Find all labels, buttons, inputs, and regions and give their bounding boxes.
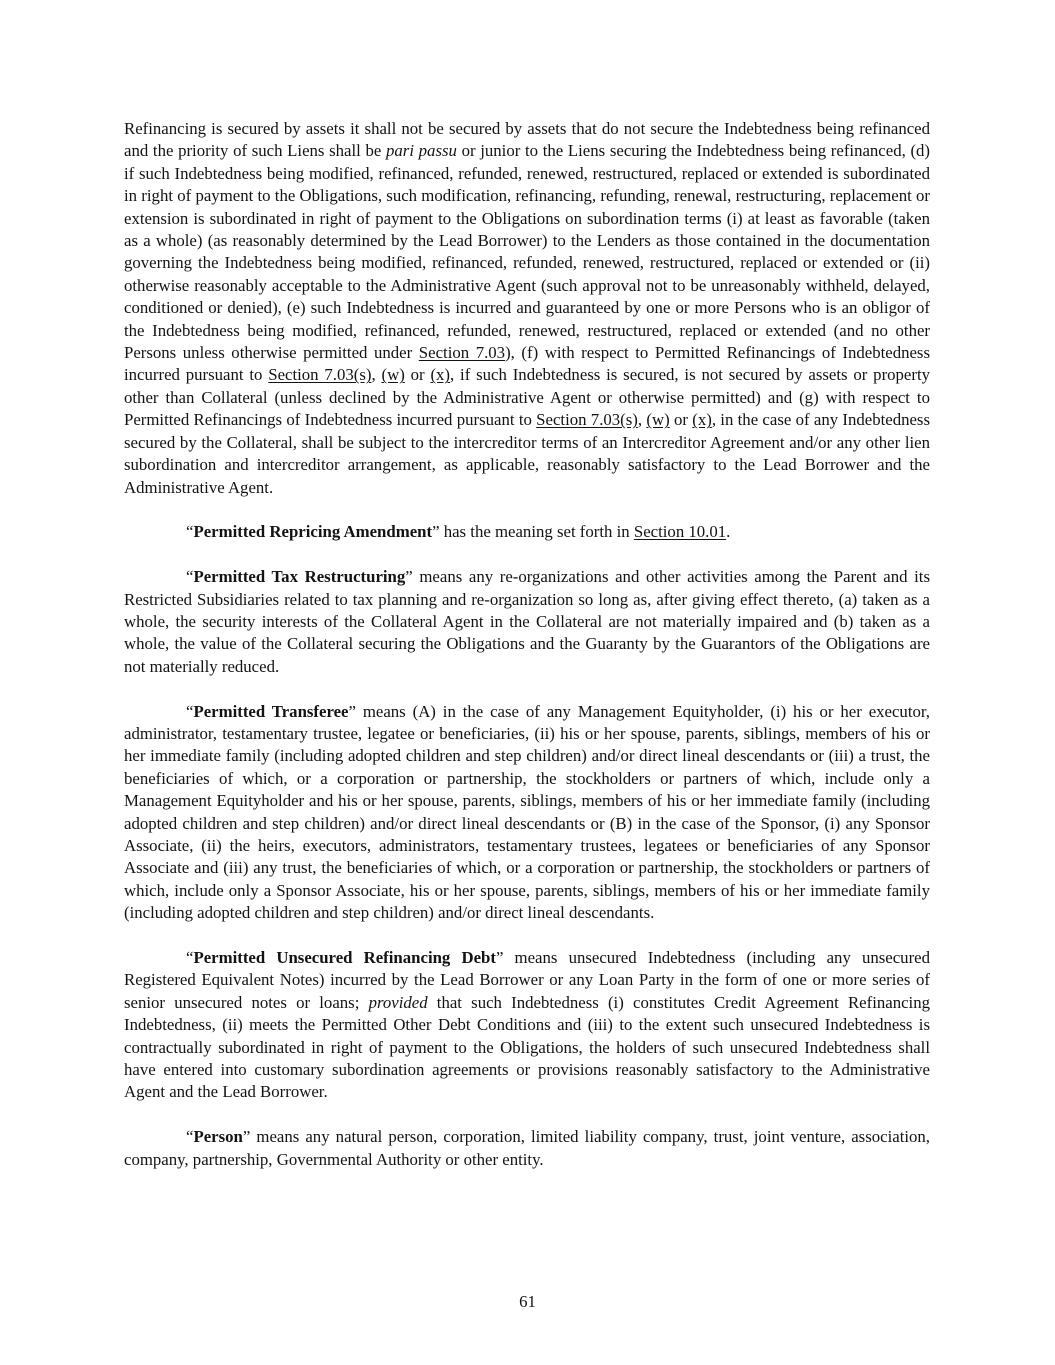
definition-permitted-transferee [124,701,930,925]
text-segment: ” means any natural person, corporation, limited liability company, trust, joint venture, association, company, partnership, Governmental Authority or other entity. [124,1127,930,1169]
text-segment: “ [186,522,194,542]
italic-term-pari-passu: pari passu [386,141,457,161]
defined-term: Permitted Tax Restructuring [193,567,406,587]
text-segment: ), (f) with respect to Permitted Refinancings of Indebtedness incurred pursuant to [124,343,930,385]
defined-term: Permitted Repricing Amendment [193,522,433,542]
section-reference: (x) [430,365,451,385]
definition-permitted-repricing-amendment [124,521,930,543]
text-segment: “ [186,567,194,587]
page-number: 61 [519,1291,536,1311]
text-segment: , [371,365,382,385]
defined-term: Permitted Unsecured Refinancing Debt [193,947,496,967]
text-segment: ” means unsecured Indebtedness (including any unsecured Registered Equivalent Notes) incurred by the Lead Borrower or any Loan Party in the form of one or more series of senior unsecured notes or loans; [124,947,930,1012]
text-segment: that such Indebtedness (i) constitutes Credit Agreement Refinancing Indebtedness, (ii) meets the Permitted Other Debt Conditions and (iii) to the extent such unsecured Indebtedness is contractually subordinated in right of payment to the Obligations, the holders of such unsecured Indebtedness shall have entered into customary subordination agreements or provisions reasonably satisfactory to the Administrative Agent and the Lead Borrower. [124,992,930,1102]
text-segment: Refinancing is secured by assets it shall not be secured by assets that do not secure the Indebtedness being refinanced and the priority of such Liens shall be [124,119,930,161]
section-reference: (x) [692,410,712,430]
italic-term-provided: provided [368,992,428,1012]
text-segment: ” means any re-organizations and other activities among the Parent and its Restricted Subsidiaries related to tax planning and re-organization so long as, after giving effect thereto, (a) taken as a whole, the security interests of the Collateral Agent in the Collateral are not materially impaired and (b) taken as a whole, the value of the Collateral securing the Obligations and the Guaranty by the Guarantors of the Obligations are not materially reduced. [124,567,930,676]
section-reference: Section 7.03(s) [536,410,638,430]
section-reference: Section 10.01 [633,522,727,542]
text-segment: or junior to the Liens securing the Indebtedness being refinanced, (d) if such Indebtedness being modified, refinanced, refunded, renewed, restructured, replaced or extended is subordinated in right of payment to the Obligations, such modification, refinancing, refunding, renewal, restructuring, replacement or extension is subordinated in right of payment to the Obligations on subordination terms (i) at least as favorable (taken as a whole) (as reasonably determined by the Lead Borrower) to the Lenders as those contained in the documentation governing the Indebtedness being modified, refinanced, refunded, renewed, restructured, replaced or extended or (ii) otherwise reasonably acceptable to the Administrative Agent (such approval not to be unreasonably withheld, delayed, conditioned or denied), (e) such Indebtedness is incurred and guaranteed by one or more Persons who is an obligor of the Indebtedness being modified, refinanced, refunded, renewed, restructured, replaced or extended (and no other Persons unless otherwise permitted under [124,141,931,363]
section-reference: (w) [646,410,670,430]
section-reference: Section 7.03(s) [268,365,372,385]
text-segment: or [669,410,693,430]
text-segment: “ [186,947,194,967]
paragraph-refinancing-continuation [124,118,930,499]
section-reference: Section 7.03 [418,343,506,363]
definition-permitted-tax-restructuring [124,566,930,678]
section-reference: (w) [381,365,405,385]
text-segment: “ [186,701,194,721]
text-segment: or [404,365,431,385]
text-segment: , [637,410,647,430]
text-segment: ” means (A) in the case of any Management Equityholder, (i) his or her executor, administrator, testamentary trustee, legatee or beneficiaries, (ii) his or her spouse, parents, siblings, members of his or her immediate family (including adopted children and step children) and/or direct lineal descendants or (iii) a trust, the beneficiaries of which, or a corporation or partnership, the stockholders or partners of which, include only a Management Equityholder and his or her spouse, parents, siblings, members of his or her immediate family (including adopted children and step children) and/or direct lineal descendants or (B) in the case of the Sponsor, (i) any Sponsor Associate, (ii) the heirs, executors, administrators, testamentary trustees, legatees or beneficiaries of any Sponsor Associate and (iii) any trust, the beneficiaries of which, or a corporation or partnership, the stockholders or partners of which, include only a Sponsor Associate, his or her spouse, parents, siblings, members of his or her immediate family (including adopted children and step children) and/or direct lineal descendants. [124,701,930,923]
text-segment: , if such Indebtedness is secured, is not secured by assets or property other than Collateral (unless declined by the Administrative Agent or otherwise permitted) and (g) with respect to Permitted Refinancings of Indebtedness incurred pursuant to [124,365,931,430]
definition-permitted-unsecured-refinancing-debt [124,947,930,1104]
text-segment: “ [186,1127,194,1147]
text-segment: , in the case of any Indebtedness secured by the Collateral, shall be subject to the intercreditor terms of an Intercreditor Agreement and/or any other lien subordination and intercreditor arrangement, as applicable, reasonably satisfactory to the Lead Borrower and the Administrative Agent. [124,410,930,497]
definition-person [124,1126,930,1171]
text-segment: . [726,522,731,542]
defined-term: Permitted Transferee [193,701,349,721]
text-segment: ” has the meaning set forth in [432,522,634,542]
defined-term: Person [193,1127,243,1147]
